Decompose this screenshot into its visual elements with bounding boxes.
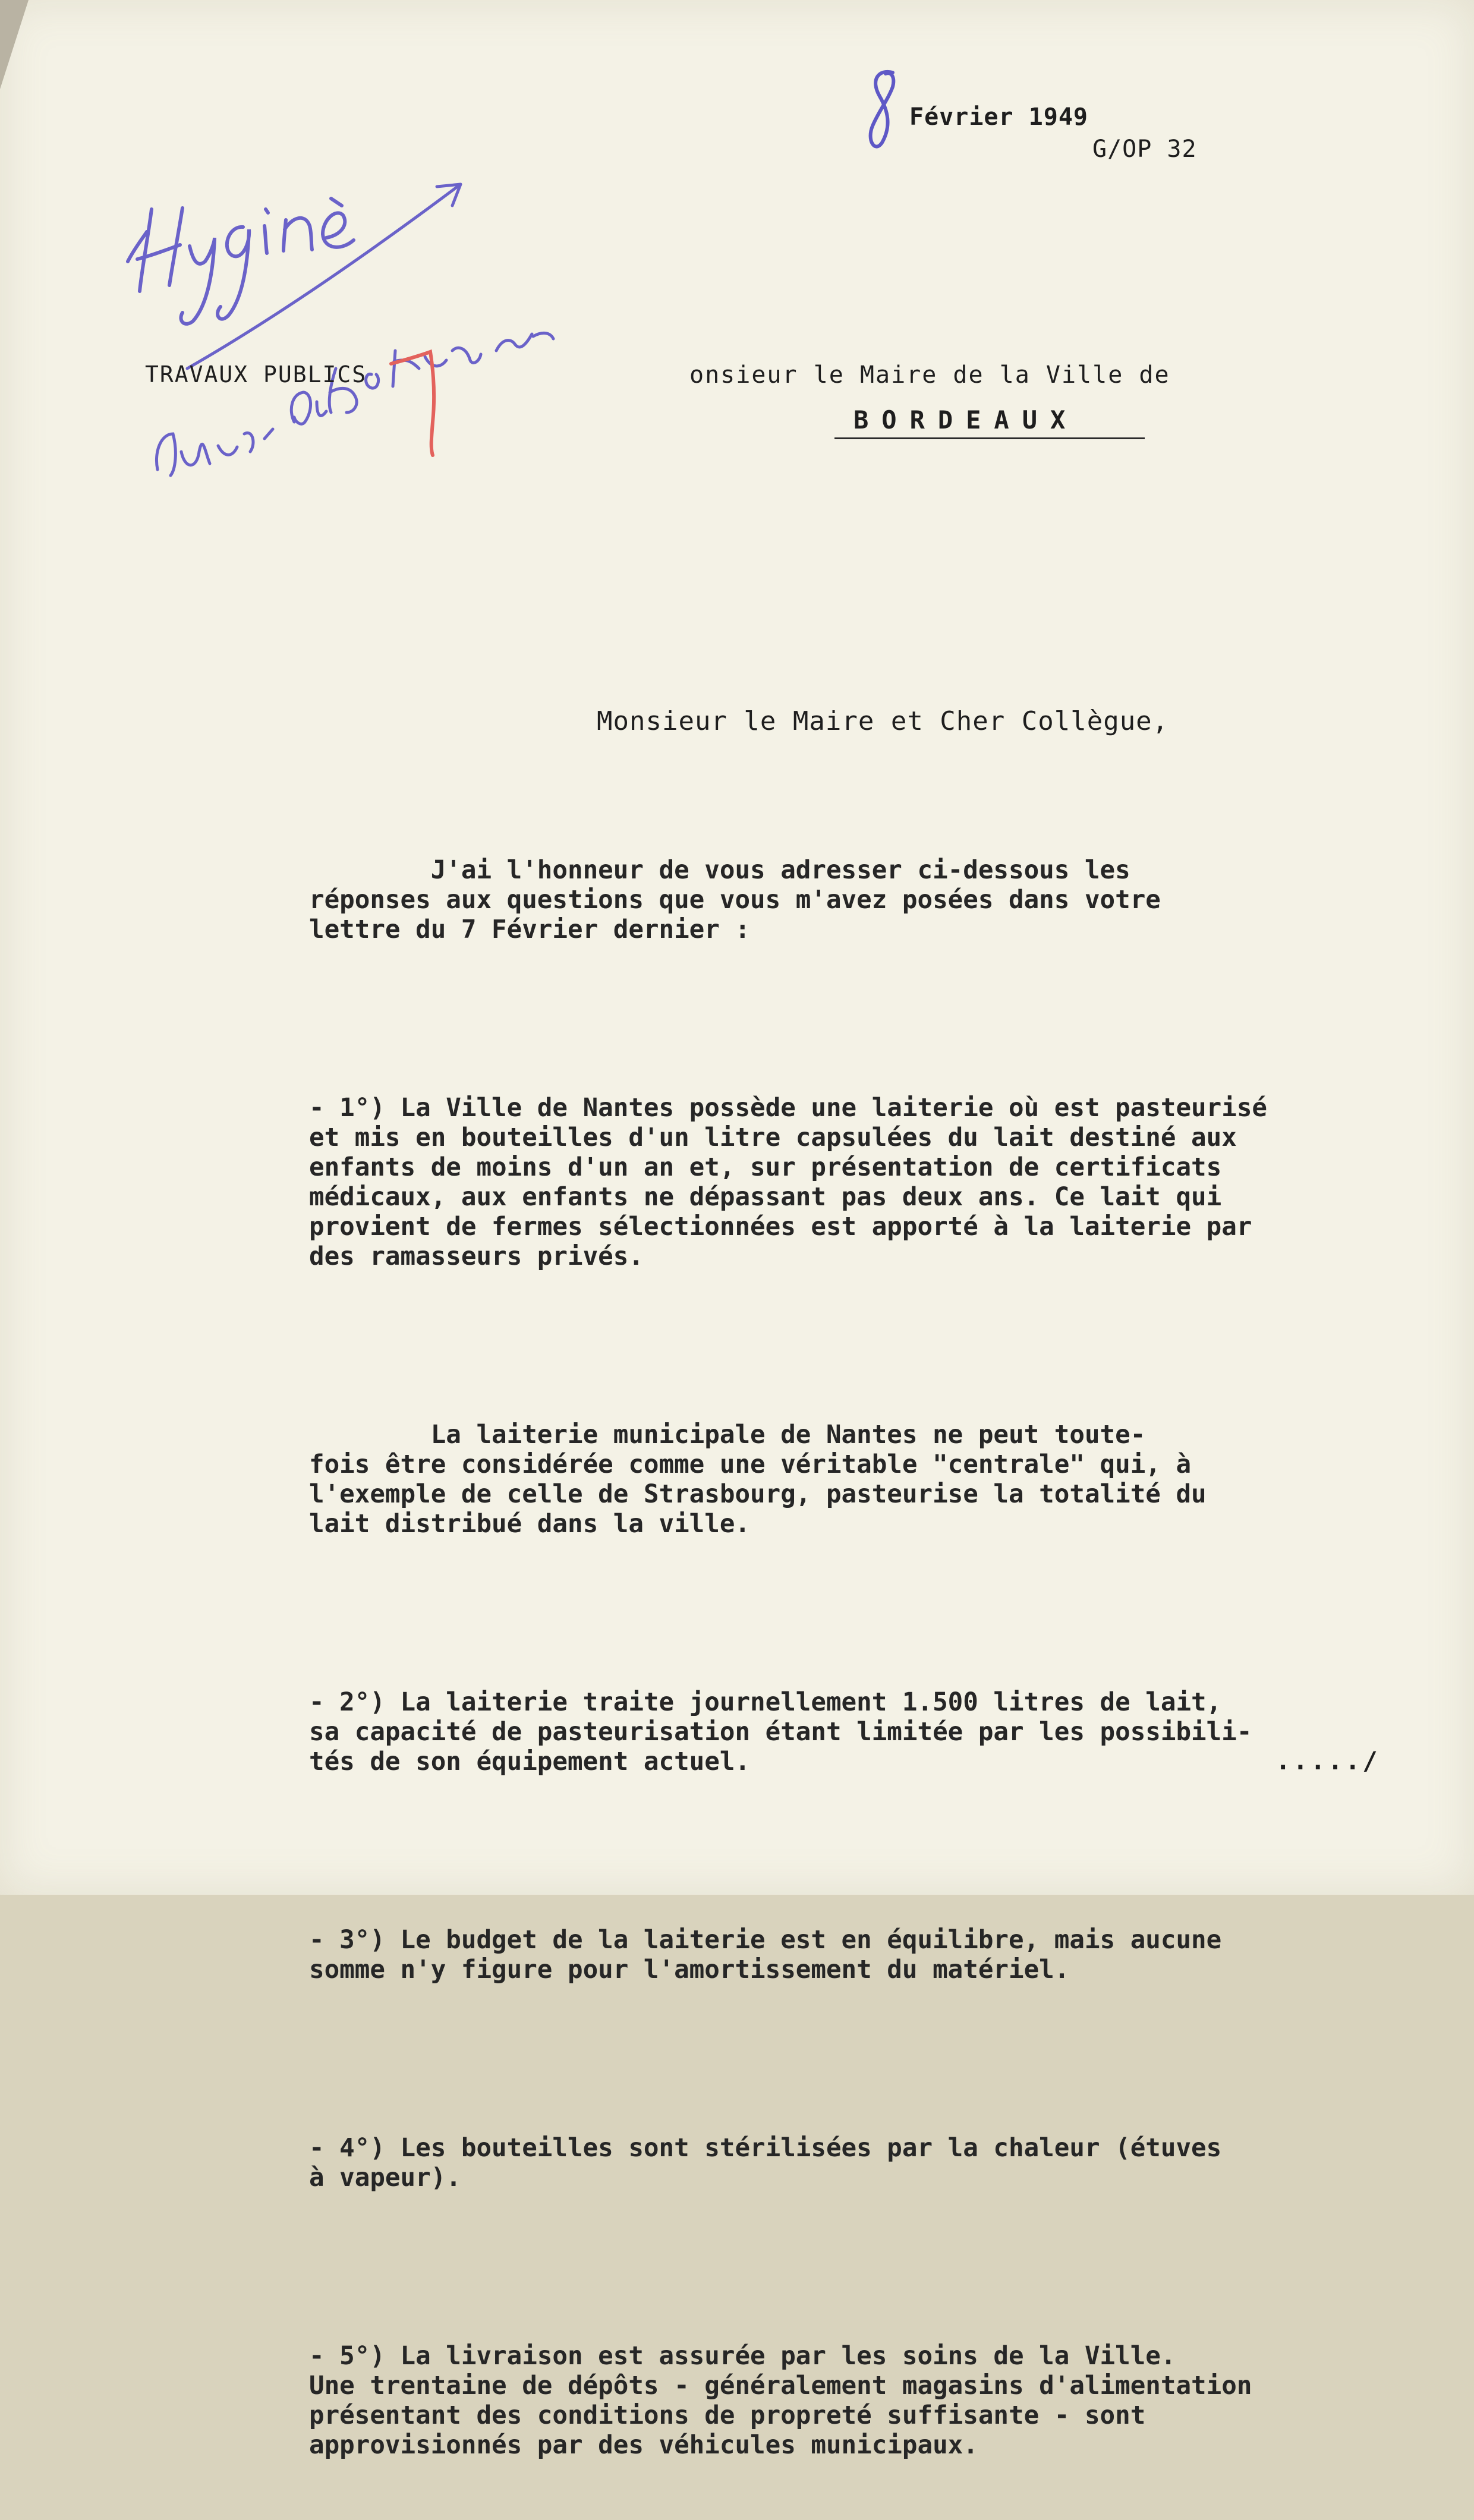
red-pencil-mark <box>380 321 458 464</box>
salutation: Monsieur le Maire et Cher Collègue, <box>597 706 1169 736</box>
paragraph-gap <box>309 1331 1267 1361</box>
paragraph-gap <box>309 1599 1267 1628</box>
sender-service: TRAVAUX PUBLICS <box>145 361 367 388</box>
handwritten-day-mark <box>862 67 909 156</box>
letter-body <box>309 796 1267 2520</box>
body-paragraph-4: - 4°) Les bouteilles sont stérilisées par la chaleur (étuves à vapeur). <box>309 2134 1222 2193</box>
addressee-city: BORDEAUX <box>853 405 1079 434</box>
body-paragraph-2: - 2°) La laiterie traite journellement 1.500 litres de lait, sa capacité de pasteurisation étant limitée par les possibili- tés de son équipement actuel. <box>309 1688 1252 1776</box>
body-paragraph-intro: J'ai l'honneur de vous adresser ci-dessous les réponses aux questions que vous m'avez posées dans votre lettre du 7 Février dernier : <box>309 856 1161 944</box>
paragraph-gap <box>309 1837 1267 1866</box>
body-paragraph-1-note: La laiterie municipale de Nantes ne peut toute- fois être considérée comme une véritable "centrale" qui, à l'exemple de celle de Strasbourg, pasteurise la totalité du lait distribué dans la ville. <box>309 1420 1207 1539</box>
paragraph-gap <box>309 2253 1267 2282</box>
city-underline <box>834 437 1145 439</box>
continued-marker: ...../ <box>1275 1746 1380 1775</box>
paragraph-gap <box>309 1004 1267 1034</box>
torn-corner <box>0 0 29 89</box>
body-paragraph-5: - 5°) La livraison est assurée par les soins de la Ville. Une trentaine de dépôts - généralement magasins d'alimentation présentant des conditions de propreté suffisante - sont approvisionnés par des véhicules municipaux. <box>309 2342 1252 2460</box>
handwritten-hygiene-annotation <box>116 172 591 505</box>
addressee-line: onsieur le Maire de la Ville de <box>689 361 1170 389</box>
body-paragraph-1: - 1°) La Ville de Nantes possède une laiterie où est pasteurisé et mis en bouteilles d'un litre capsulées du lait destiné aux enfants de moins d'un an et, sur présentation de certificats médicaux, aux enfants ne dépassant pas deux ans. Ce lait qui provient de fermes sélectionnées est apporté à la laiterie par des ramasseurs privés. <box>309 1094 1267 1271</box>
letter-date: Février 1949 <box>909 103 1088 131</box>
body-paragraph-3: - 3°) Le budget de la laiterie est en équilibre, mais aucune somme n'y figure pour l'amortissement du matériel. <box>309 1926 1222 1984</box>
paragraph-gap <box>309 2045 1267 2074</box>
letter-reference: G/OP 32 <box>1092 136 1197 163</box>
